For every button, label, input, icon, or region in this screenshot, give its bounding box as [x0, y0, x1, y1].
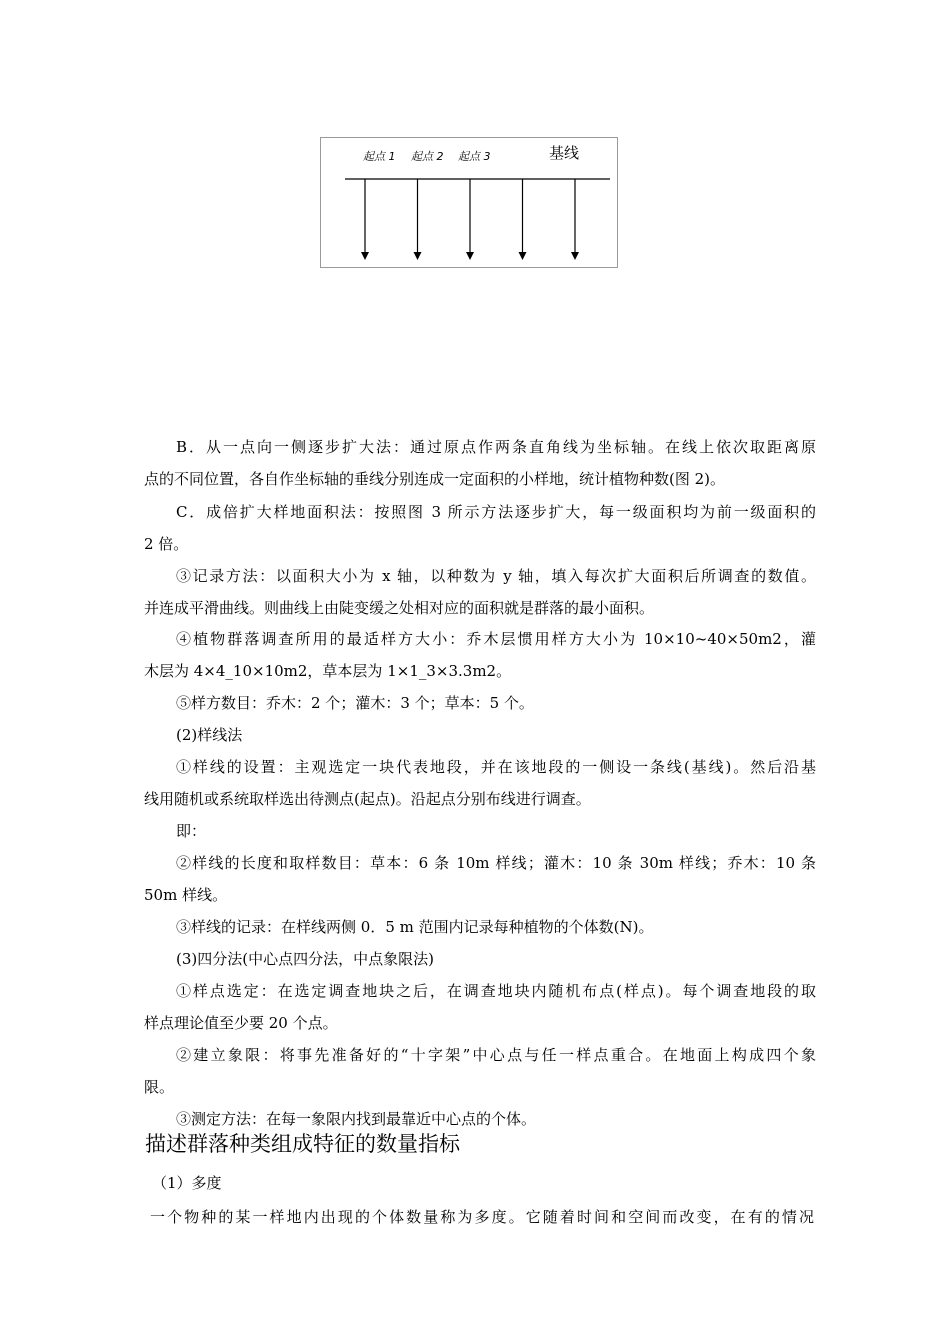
paragraph-sample-point-line1: ①样点选定：在选定调查地块之后，在调查地块内随机布点(样点)。每个调查地段的取	[176, 982, 816, 1000]
paragraph-record-line2: 并连成平滑曲线。则曲线上由陡变缓之处相对应的面积就是群落的最小面积。	[144, 599, 655, 617]
paragraph-record-line1: ③记录方法：以面积大小为 x 轴，以种数为 y 轴，填入每次扩大面积后所调查的数值。	[176, 567, 816, 585]
baseline-label: 基线	[549, 144, 580, 162]
paragraph-transect-setup-line2: 线用随机或系统取样选出待测点(起点)。沿起点分别布线进行调查。	[144, 790, 591, 808]
paragraph-c-line2: 2 倍。	[144, 535, 189, 553]
paragraph-sample-point-line2: 样点理论值至少要 20 个点。	[144, 1014, 338, 1032]
transect-arrow-head	[519, 252, 527, 260]
paragraph-abundance-line1: 一个物种的某一样地内出现的个体数量称为多度。它随着时间和空间而改变，在有的情况	[150, 1208, 814, 1226]
transect-arrow-head	[361, 252, 369, 260]
paragraph-quadrant-line1: ②建立象限：将事先准备好的“十字架”中心点与任一样点重合。在地面上构成四个象	[176, 1046, 816, 1064]
section-quarter-method: (3)四分法(中心点四分法，中点象限法)	[176, 950, 434, 968]
section-line-transect: (2)样线法	[176, 726, 243, 744]
paragraph-transect-record: ③样线的记录：在样线两侧 0．5 m 范围内记录每种植物的个体数(N)。	[176, 918, 654, 936]
paragraph-quadrat-size-line1: ④植物群落调查所用的最适样方大小：乔木层惯用样方大小为 10×10~40×50m2，灌	[176, 630, 816, 648]
paragraph-quadrant-line2: 限。	[144, 1078, 175, 1096]
paragraph-transect-setup-line1: ①样线的设置：主观选定一块代表地段，并在该地段的一侧设一条线(基线)。然后沿基	[176, 758, 816, 776]
transect-figure	[320, 137, 618, 268]
paragraph-b-line2: 点的不同位置，各自作坐标轴的垂线分别连成一定面积的小样地，统计植物种数(图 2)。	[144, 470, 726, 488]
paragraph-transect-length-line2: 50m 样线。	[144, 886, 228, 904]
paragraph-transect-length-line1: ②样线的长度和取样数目：草本：6 条 10m 样线；灌木：10 条 30m 样线；乔木：10 条	[176, 854, 816, 872]
start-point-label-1: 起点 1	[363, 150, 396, 163]
subheading-abundance: （1）多度	[152, 1174, 222, 1192]
section-heading: 描述群落种类组成特征的数量指标	[145, 1132, 460, 1156]
paragraph-c-line1: C．成倍扩大样地面积法：按照图 3 所示方法逐步扩大，每一级面积均为前一级面积的	[176, 503, 816, 521]
paragraph-quadrat-size-line2: 木层为 4×4_10×10m2，草本层为 1×1_3×3.3m2。	[144, 662, 512, 680]
transect-arrow-head	[571, 252, 579, 260]
transect-arrow-head	[466, 252, 474, 260]
paragraph-b-line1: B．从一点向一侧逐步扩大法：通过原点作两条直角线为坐标轴。在线上依次取距离原	[176, 438, 816, 456]
paragraph-measure-method: ③测定方法：在每一象限内找到最靠近中心点的个体。	[176, 1110, 537, 1128]
start-point-label-2: 起点 2	[411, 150, 444, 163]
paragraph-ie: 即：	[176, 822, 207, 840]
paragraph-quadrat-count: ⑤样方数目：乔木：2 个；灌木：3 个；草本：5 个。	[176, 694, 534, 712]
transect-arrow-head	[414, 252, 422, 260]
start-point-label-3: 起点 3	[458, 150, 491, 163]
